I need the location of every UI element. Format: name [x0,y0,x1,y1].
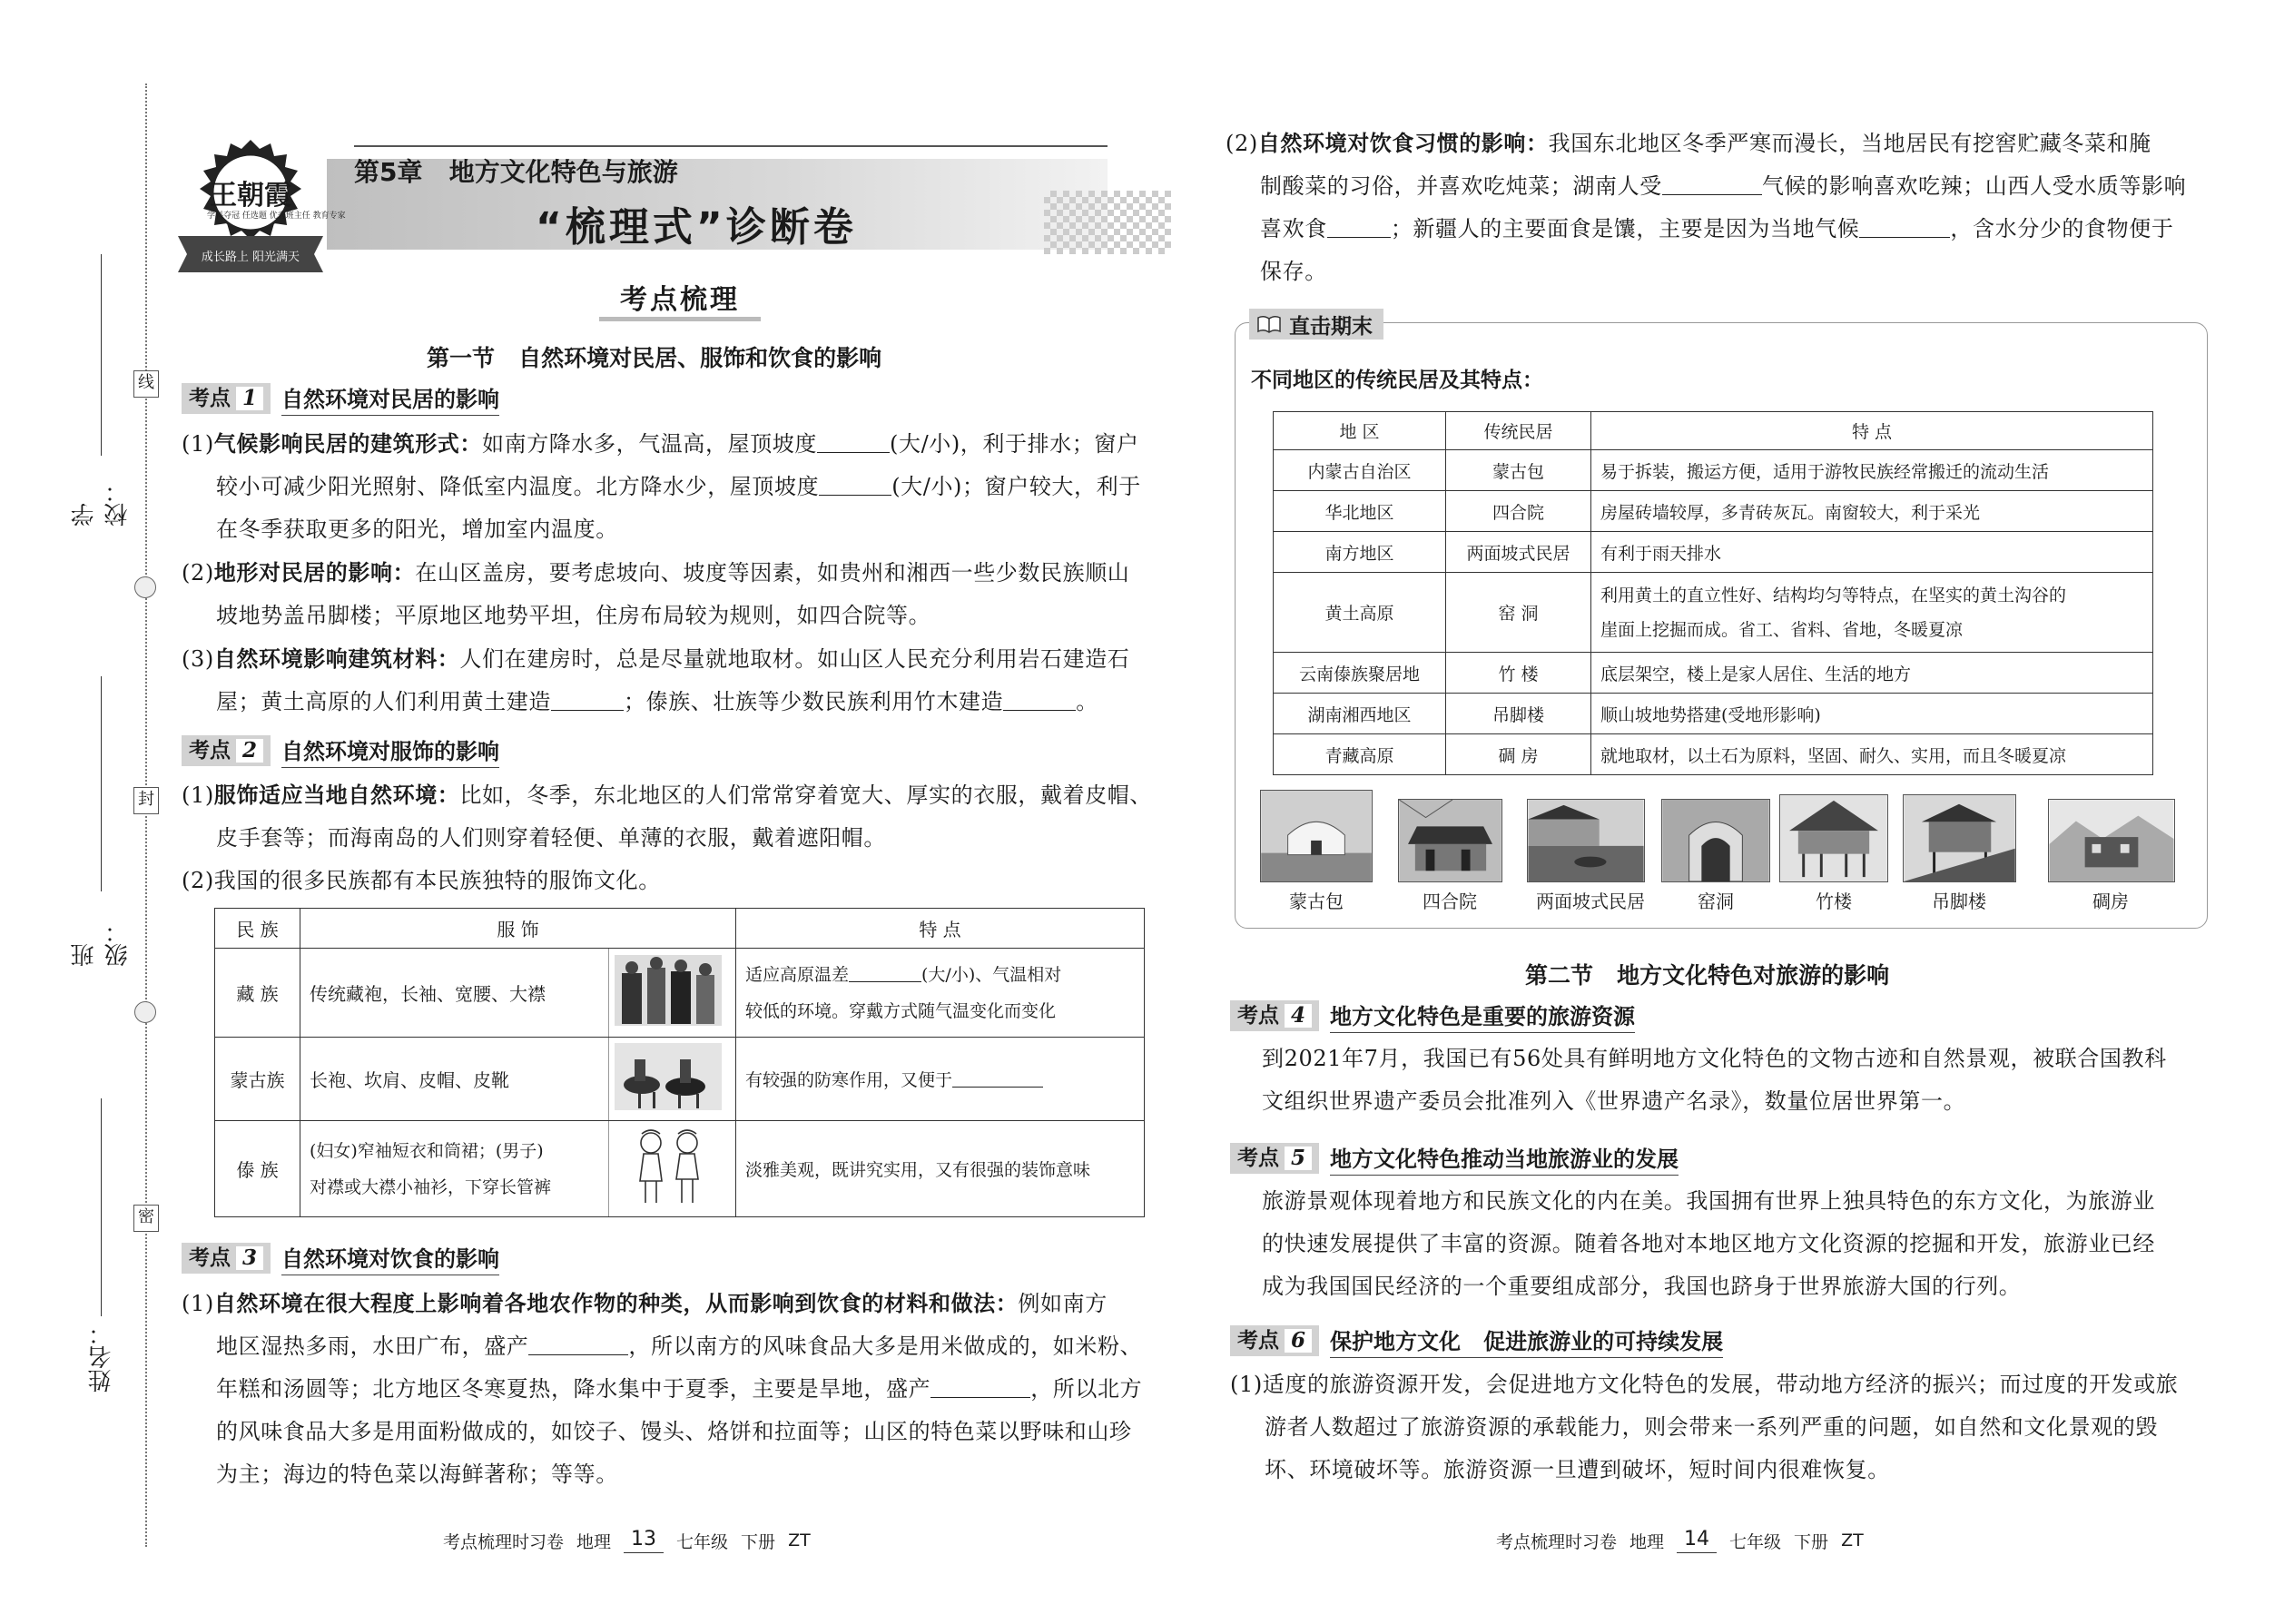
name-label: 姓名： [87,1322,115,1393]
yurt-photo [1260,790,1373,882]
name-field[interactable] [87,1098,114,1398]
kaodian-tag: 考点 6 [1230,1325,1319,1356]
table-row: 云南傣族聚居地 竹 楼 底层架空，楼上是家人居住、生活的地方 [1274,653,2153,694]
answer-blank[interactable] [849,966,921,982]
school-field[interactable] [71,254,132,527]
photo-caption: 碉房 [2092,891,2129,912]
dwelling-table [1273,411,2153,775]
kaodian-2-body: (1)服饰适应当地自然环境：比如，冬季，东北地区的人们常常穿着宽大、厚实的衣服，戴着皮帽、 皮手套等；而海南岛的人们则穿着轻便、单薄的衣服，戴着遮阳帽。 (2)我国的很多民族都有本民族独特的服饰文化。 [182,782,1153,893]
kaodian-6-body: (1)适度的旅游资源开发，会促进地方文化特色的发展，带动地方经济的振兴；而过度的开发或旅 游者人数超过了旅游资源的承载能力，则会带来一系列严重的问题，如自然和文化景观的毁 坏、环境破坏等。旅游资源一旦遭到破坏，短时间内很难恢复。 [1230,1372,2179,1482]
paper-subtitle: “梳理式”诊断卷 [536,204,857,251]
table-header: 服 饰 [300,909,736,949]
logo [169,136,346,281]
kaodian-3-heading: 考点 3 自然环境对饮食的影响 [182,1241,499,1275]
seal-char: 线 [133,370,159,398]
table-row: 傣 族 (妇女)窄袖短衣和筒裙；(男子) 对襟或大襟小袖衫，下穿长管裤 淡雅美观，既讲究实用，又有很强的装饰意味 [215,1121,1145,1217]
footer-right: 考点梳理时习卷 地理 14 七年级 下册 ZT [1496,1528,1864,1552]
tibetan-photo [609,949,736,1038]
answer-blank[interactable] [1662,175,1762,195]
dotted-cut-line [145,84,147,1547]
kaodian-6-heading: 考点 6 保护地方文化 促进旅游业的可持续发展 [1230,1324,1723,1358]
class-label: 班级： [71,920,132,967]
kaodian-2-heading: 考点 2 自然环境对服饰的影响 [182,733,499,768]
table-row: 青藏高原 碉 房 就地取材，以土石为原料，坚固、耐久、实用，而且冬暖夏凉 [1274,734,2153,775]
table-row: 湖南湘西地区 吊脚楼 顺山坡地势搭建(受地形影响) [1274,694,2153,734]
table-header: 特 点 [736,909,1145,949]
answer-blank[interactable] [930,1378,1030,1398]
kaodian-4-body: 到2021年7月，我国已有56处具有鲜明地方文化特色的文物古迹和自然景观，被联合国教科 文组织世界遗产委员会批准列入《世界遗产名录》，数量位居世界第一。 [1262,1046,2167,1114]
open-book-icon [1256,314,1282,334]
answer-blank[interactable] [952,1071,1043,1088]
kaodian-tag: 考点 4 [1230,1000,1319,1031]
table-header: 民 族 [215,909,300,949]
stilt-house-photo [1903,794,2016,882]
chapter-title: 第5章 地方文化特色与旅游 [354,157,678,187]
cave-dwelling-photo [1661,799,1770,882]
table-header: 特 点 [1591,412,2153,450]
kaodian-3-body: (1)自然环境在很大程度上影响着各地农作物的种类，从而影响到饮食的材料和做法：例如南方 地区湿热多雨，水田广布，盛产 ，所以南方的风味食品大多是用米做成的，如米粉、 年糕和汤圆等；北方地区冬寒夏热，降水集中于夏季，主要是旱地，盛产 ，所以北方 的风味食品大多是用面粉做成的，如饺子、馒头、烙饼和拉面等；山区的特色菜以野味和山珍 为主；海边的特色菜以海鲜著称；等等。 [182,1290,1143,1487]
exam-focus-tag: 直击期末 [1249,309,1383,340]
kaodian-tag: 考点 3 [182,1243,271,1274]
seal-char: 封 [133,787,159,814]
section-banner: 考点梳理 [599,281,761,321]
answer-blank[interactable] [1003,691,1076,711]
photo-caption: 吊脚楼 [1932,891,1986,912]
page-number: 14 [1677,1528,1717,1553]
page-number: 13 [624,1528,664,1553]
binding-hole-icon [134,576,156,598]
stone-watchtower-house-photo [2048,799,2175,882]
siheyuan-photo [1398,799,1502,882]
exam-focus-title: 不同地区的传统民居及其特点： [1251,368,1543,392]
footer-left: 考点梳理时习卷 地理 13 七年级 下册 ZT [443,1528,811,1552]
section-1-title: 第一节 自然环境对民居、服饰和饮食的影响 [427,345,882,371]
kaodian-tag: 考点 2 [182,735,271,766]
answer-blank[interactable] [1327,218,1391,238]
binding-hole-icon [134,1001,156,1023]
photo-caption: 蒙古包 [1289,891,1344,912]
logo-small-text: 学科夺冠 任选题 优秀班主任 教育专家 [207,212,346,221]
answer-blank[interactable] [528,1335,628,1355]
logo-text: 王朝霞 [210,180,291,212]
header-rule [354,145,1108,147]
kaodian-tag: 考点 1 [182,383,271,414]
kaodian-3-continued: (2)自然环境对饮食习惯的影响：我国东北地区冬季严寒而漫长，当地居民有挖窖贮藏冬菜和腌 制酸菜的习俗，并喜欢吃炖菜；湖南人受 气候的影响喜欢吃辣；山西人受水质等影响 喜欢食 ；新疆人的主要面食是馕，主要是因为当地气候 ，含水分少的食物便于 保存。 [1226,130,2187,284]
table-header: 地 区 [1274,412,1446,450]
dai-illustration [609,1121,736,1217]
answer-blank[interactable] [551,691,624,711]
answer-blank[interactable] [1859,218,1950,238]
mongolian-photo [609,1038,736,1121]
kaodian-5-body: 旅游景观体现着地方和民族文化的内在美。我国拥有世界上独具特色的东方文化，为旅游业 的快速发展提供了丰富的资源。随着各地对本地区地方文化资源的挖掘和开发，旅游业已经 成为我国国民经济的一个重要组成部分，我国也跻身于世界旅游大国的行列。 [1262,1188,2155,1299]
kaodian-tag: 考点 5 [1230,1143,1319,1174]
kaodian-4-heading: 考点 4 地方文化特色是重要的旅游资源 [1230,999,1635,1033]
answer-blank[interactable] [817,433,890,453]
kaodian-5-heading: 考点 5 地方文化特色推动当地旅游业的发展 [1230,1141,1679,1176]
bamboo-house-photo [1779,794,1888,882]
logo-ribbon: 成长路上 阳光满天 [201,251,300,264]
photo-caption: 四合院 [1423,891,1477,912]
photo-caption: 竹楼 [1816,891,1852,912]
answer-blank[interactable] [819,476,891,496]
table-row: 南方地区 两面坡式民居 有利于雨天排水 [1274,532,2153,573]
table-row: 黄土高原 窑 洞 利用黄土的直立性好、结构均匀等特点，在坚实的黄土沟谷的 崖面上挖掘而成。省工、省料、省地，冬暖夏凉 [1274,573,2153,653]
class-field[interactable] [71,676,132,967]
kaodian-1-heading: 考点 1 自然环境对民居的影响 [182,381,499,416]
section-2-title: 第二节 地方文化特色对旅游的影响 [1525,962,1890,989]
school-label: 学校： [71,479,132,527]
photo-caption: 两面坡式民居 [1536,891,1645,912]
seal-char: 密 [133,1205,159,1232]
kaodian-1-body: (1)气候影响民居的建筑形式：如南方降水多，气温高，屋顶坡度 (大/小)，利于排水；窗户 较小可减少阳光照射、降低室内温度。北方降水少，屋顶坡度 (大/小)；窗户较大，利于 在冬季获取更多的阳光，增加室内温度。 (2)地形对民居的影响：在山区盖房，要考虑坡向、坡度等因素，如贵州和湘西一些少数民族顺山 坡地势盖吊脚楼；平原地区地势平坦，住房布局较为规则，如四合院等。 (3)自然环境影响建筑材料：人们在建房时，总是尽量就地取材。如山区人民充分利用岩石建造石 屋；黄土高原的人们利用黄土建造 ；傣族、壮族等少数民族利用竹木建造 。 [182,430,1141,714]
sloped-roof-house-photo [1527,799,1645,882]
table-row: 蒙古族 长袍、坎肩、皮帽、皮靴 有较强的防寒作用，又便于 [215,1038,1145,1121]
checker-decoration [1044,191,1171,254]
table-row: 华北地区 四合院 房屋砖墙较厚，多青砖灰瓦。南窗较大，利于采光 [1274,491,2153,532]
table-row: 藏 族 传统藏袍，长袖、宽腰、大襟 适应高原温差 (大/小)、气温相对 较低的环境。穿戴方式随气温变化而变化 [215,949,1145,1038]
table-row: 内蒙古自治区 蒙古包 易于拆装，搬运方便，适用于游牧民族经常搬迁的流动生活 [1274,450,2153,491]
table-header: 传统民居 [1446,412,1591,450]
clothing-table [214,908,1145,1217]
photo-caption: 窑洞 [1698,891,1734,912]
